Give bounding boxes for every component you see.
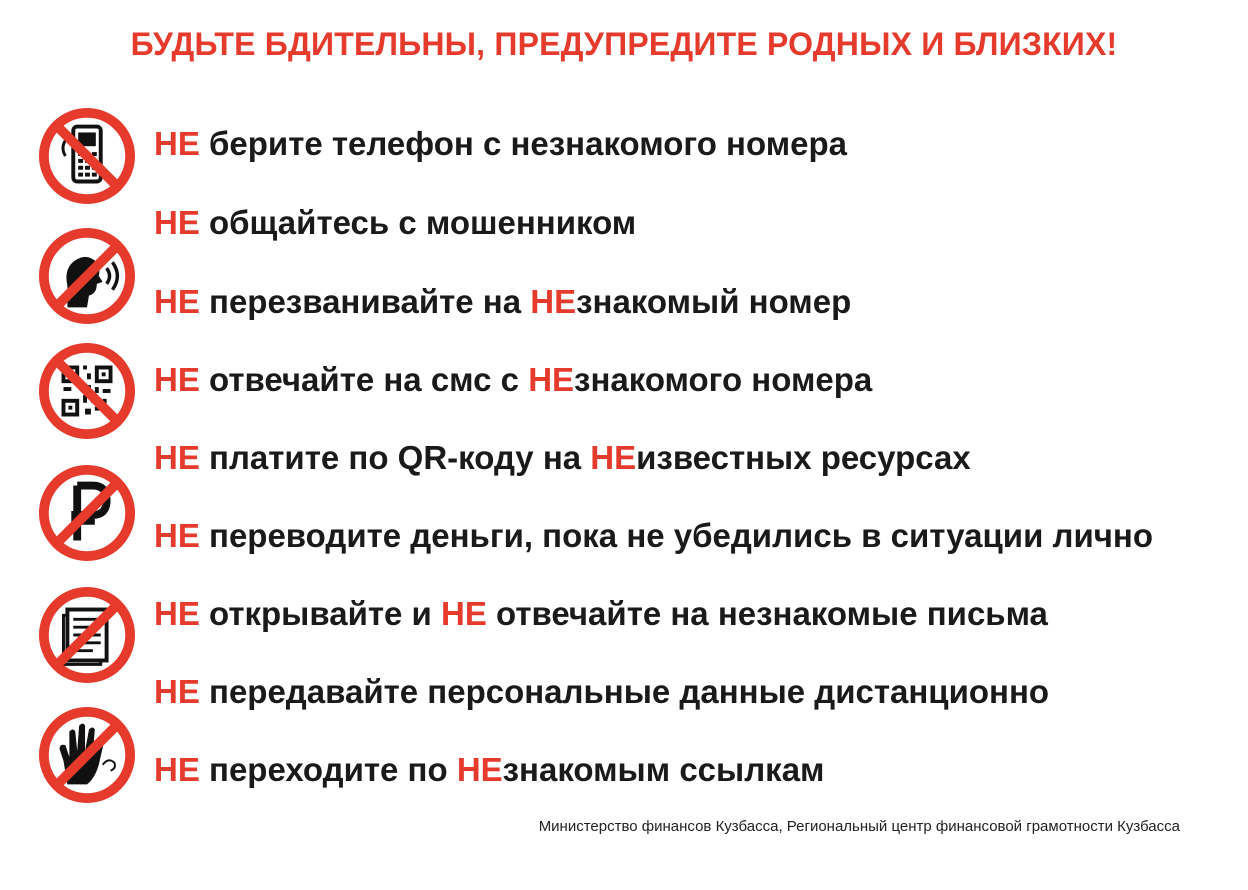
ne-inline: НЕ xyxy=(590,439,637,476)
page-title: БУДЬТЕ БДИТЕЛЬНЫ, ПРЕДУПРЕДИТЕ РОДНЫХ И БЛИЗКИХ! xyxy=(130,26,1118,62)
rule-line-9 xyxy=(154,750,824,790)
rule-line-5 xyxy=(154,438,971,478)
qr-code-icon xyxy=(38,342,136,440)
rule-text: переходите по xyxy=(199,751,457,788)
rule-text: переводите деньги, пока не убедились в ситуации лично xyxy=(199,517,1154,554)
rule-text-end: отвечайте на незнакомые письма xyxy=(486,595,1048,632)
stop-hand-icon xyxy=(38,706,136,804)
caller-speaking-icon xyxy=(38,227,136,325)
mobile-phone-icon xyxy=(38,107,136,205)
footer-credits: Министерство финансов Кузбасса, Региональный центр финансовой грамотности Кузбасса xyxy=(538,818,1180,835)
ne-prefix: НЕ xyxy=(154,283,200,320)
ne-prefix: НЕ xyxy=(154,517,200,554)
ne-prefix: НЕ xyxy=(154,204,200,241)
rule-text: перезванивайте на xyxy=(199,283,531,320)
rule-text: берите телефон с незнакомого номера xyxy=(199,125,847,162)
no-entry-hand-icon xyxy=(38,706,136,804)
no-caller-icon xyxy=(38,227,136,325)
rule-line-1 xyxy=(154,124,847,164)
rule-line-8 xyxy=(154,672,1049,712)
rule-text-end: знакомый номер xyxy=(576,283,852,320)
ruble-sign-icon xyxy=(38,464,136,562)
rule-text: открывайте и xyxy=(199,595,441,632)
ne-inline: НЕ xyxy=(441,595,487,632)
rule-text-end: знакомым ссылкам xyxy=(502,751,825,788)
no-phone-icon xyxy=(38,107,136,205)
rule-text-end: известных ресурсах xyxy=(636,439,971,476)
ne-prefix: НЕ xyxy=(154,361,200,398)
ne-prefix: НЕ xyxy=(154,595,200,632)
rule-line-2 xyxy=(154,203,636,243)
ne-prefix: НЕ xyxy=(154,439,200,476)
rule-text: платите по QR-коду на xyxy=(199,439,591,476)
rule-text: общайтесь с мошенником xyxy=(199,204,637,241)
rule-line-4 xyxy=(154,360,872,400)
ne-inline: НЕ xyxy=(530,283,577,320)
ne-inline: НЕ xyxy=(456,751,503,788)
no-ruble-icon xyxy=(38,464,136,562)
ne-inline: НЕ xyxy=(528,361,575,398)
no-qr-icon xyxy=(38,342,136,440)
rule-line-7 xyxy=(154,594,1048,634)
rule-text-end: знакомого номера xyxy=(574,361,873,398)
rule-line-3 xyxy=(154,282,851,322)
ne-prefix: НЕ xyxy=(154,751,200,788)
no-letter-icon xyxy=(38,586,136,684)
document-letter-icon xyxy=(38,586,136,684)
rule-text: передавайте персональные данные дистанционно xyxy=(199,673,1050,710)
rule-text: отвечайте на смс с xyxy=(199,361,529,398)
ne-prefix: НЕ xyxy=(154,125,200,162)
ne-prefix: НЕ xyxy=(154,673,200,710)
rule-line-6 xyxy=(154,516,1153,556)
